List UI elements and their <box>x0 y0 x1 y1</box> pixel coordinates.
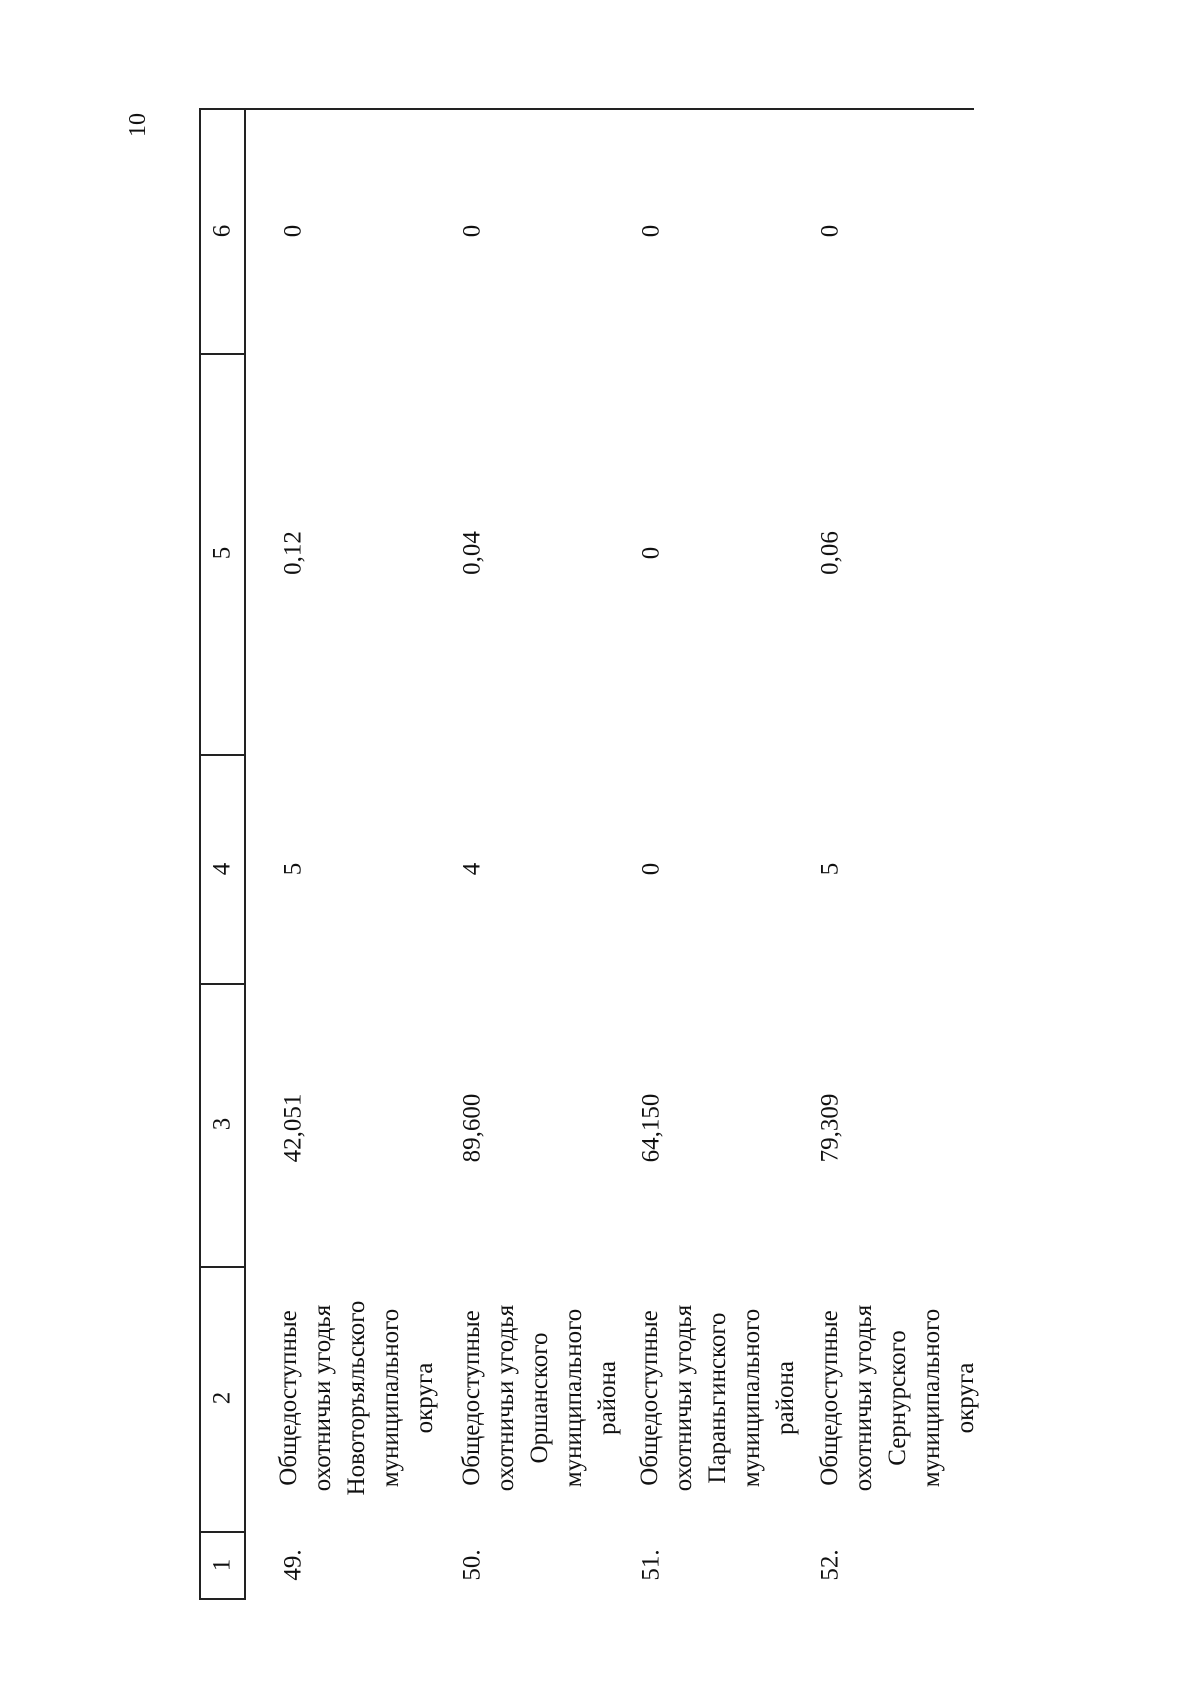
row-52-name-line: округа <box>952 1362 979 1434</box>
row-50-col-5: 0,04 <box>458 531 486 575</box>
separator-5-4 <box>199 754 246 756</box>
row-50-name-line: охотничьи угодья <box>492 1304 519 1492</box>
row-50-col-3: 89,600 <box>458 1093 486 1163</box>
row-51-col-3: 64,150 <box>637 1093 665 1163</box>
row-49-name-line: охотничьи угодья <box>309 1304 336 1492</box>
table-bottom-rule <box>199 1598 246 1600</box>
row-52-col-5: 0,06 <box>816 531 844 575</box>
row-52-name-line: Сернурского <box>884 1330 911 1466</box>
row-49-name <box>272 1301 442 1496</box>
header-col-2: 2 <box>208 1391 236 1405</box>
separator-4-3 <box>199 983 246 985</box>
row-51-col-5: 0 <box>637 546 665 560</box>
row-49-name-line: муниципального <box>377 1308 404 1488</box>
separator-2-1 <box>199 1531 246 1533</box>
row-51-name-line: района <box>772 1361 799 1435</box>
header-col-4: 4 <box>208 862 236 876</box>
separator-3-2 <box>199 1266 246 1268</box>
row-51-name-line: охотничьи угодья <box>670 1304 697 1492</box>
row-49-col-5: 0,12 <box>279 531 307 575</box>
header-col-1: 1 <box>208 1558 236 1572</box>
row-49-name-line: округа <box>411 1362 438 1434</box>
row-49-name-line: Общедоступные <box>275 1310 302 1486</box>
row-52-col-3: 79,309 <box>816 1093 844 1163</box>
row-49-number: 49. <box>279 1549 307 1581</box>
row-52-col-4: 5 <box>816 862 844 876</box>
row-51-name <box>633 1305 803 1491</box>
row-51-name-line: Параньгинского <box>704 1312 731 1484</box>
separator-6-5 <box>199 353 246 355</box>
header-left-rule <box>199 108 201 1600</box>
row-50-name-line: Оршанского <box>526 1332 553 1464</box>
row-50-name-line: Общедоступные <box>458 1310 485 1486</box>
row-51-number: 51. <box>637 1549 665 1581</box>
row-51-col-4: 0 <box>637 862 665 876</box>
header-col-3: 3 <box>208 1117 236 1131</box>
row-49-col-3: 42,051 <box>279 1093 307 1163</box>
row-52-name-line: муниципального <box>918 1308 945 1488</box>
row-49-col-6: 0 <box>279 224 307 238</box>
row-52-name-line: охотничьи угодья <box>850 1304 877 1492</box>
table-top-rule <box>199 108 246 110</box>
row-51-name-line: Общедоступные <box>636 1310 663 1486</box>
row-52-name <box>813 1305 983 1491</box>
row-52-name-line: Общедоступные <box>816 1310 843 1486</box>
row-52-number: 52. <box>816 1549 844 1581</box>
page-number: 10 <box>125 113 151 137</box>
row-50-number: 50. <box>458 1549 486 1581</box>
row-50-name <box>455 1305 625 1491</box>
row-49-name-line: Новоторъяльского <box>343 1300 370 1496</box>
row-51-col-6: 0 <box>637 224 665 238</box>
row-49-col-4: 5 <box>279 862 307 876</box>
row-50-col-6: 0 <box>458 224 486 238</box>
header-right-rule <box>244 108 246 1600</box>
row-50-name-line: муниципального <box>560 1308 587 1488</box>
header-col-6: 6 <box>208 224 236 238</box>
outer-top-rule <box>244 108 974 110</box>
header-col-5: 5 <box>208 546 236 560</box>
row-50-col-4: 4 <box>458 862 486 876</box>
row-52-col-6: 0 <box>816 224 844 238</box>
row-50-name-line: района <box>594 1361 621 1435</box>
row-51-name-line: муниципального <box>738 1308 765 1488</box>
